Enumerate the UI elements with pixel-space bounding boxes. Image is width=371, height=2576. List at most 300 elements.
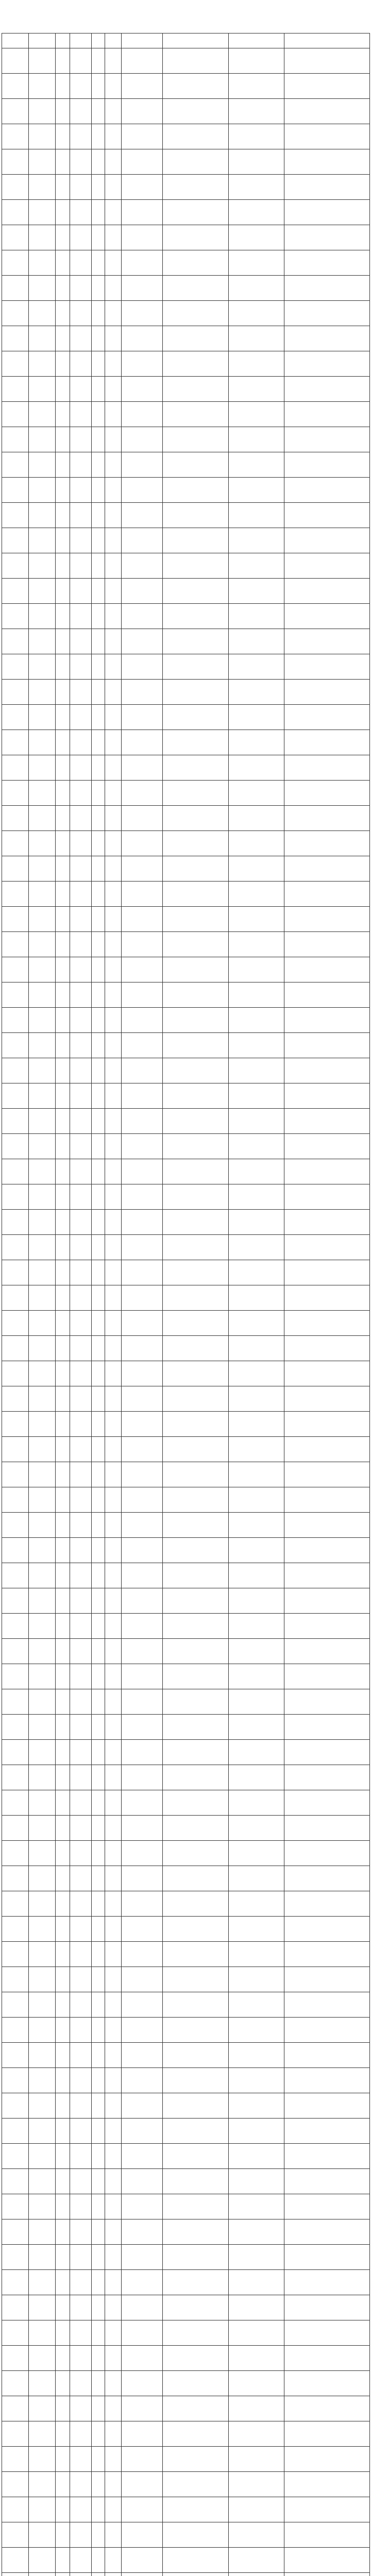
table-cell: [105, 1235, 122, 1260]
table-row: [2, 2194, 370, 2219]
table-cell: [29, 1538, 56, 1563]
table-cell: [105, 831, 122, 856]
table-cell: [29, 1083, 56, 1109]
table-cell: [105, 503, 122, 528]
table-cell: [56, 1336, 70, 1361]
table-cell: [56, 856, 70, 882]
table-cell: [229, 1033, 284, 1058]
table-cell: [70, 907, 92, 932]
table-cell: [105, 1942, 122, 1967]
table-cell: [105, 175, 122, 200]
table-cell: [2, 957, 29, 982]
table-cell: [105, 579, 122, 604]
table-cell: [122, 2144, 163, 2169]
table-cell: [163, 2346, 229, 2371]
table-cell: [284, 1841, 370, 1866]
table-cell: [56, 175, 70, 200]
table-cell: [2, 907, 29, 932]
table-cell: [92, 1816, 105, 1841]
table-cell: [2, 2573, 29, 2576]
table-cell: [56, 1033, 70, 1058]
table-cell: [70, 982, 92, 1008]
table-cell: [163, 276, 229, 301]
table-cell: [70, 2371, 92, 2396]
table-cell: [229, 2421, 284, 2447]
table-cell: [284, 1538, 370, 1563]
table-row: [2, 1765, 370, 1790]
table-cell: [163, 74, 229, 99]
table-cell: [56, 1765, 70, 1790]
table-cell: [29, 2144, 56, 2169]
table-cell: [2, 1740, 29, 1765]
table-cell: [56, 2093, 70, 2119]
table-cell: [70, 250, 92, 276]
table-cell: [229, 1513, 284, 1538]
table-cell: [229, 2472, 284, 2497]
table-cell: [122, 856, 163, 882]
table-cell: [284, 1765, 370, 1790]
table-cell: [229, 2396, 284, 2421]
table-cell: [29, 1210, 56, 1235]
table-cell: [284, 1235, 370, 1260]
table-cell: [70, 1917, 92, 1942]
table-cell: [105, 528, 122, 553]
table-cell: [229, 1386, 284, 1412]
table-cell: [284, 250, 370, 276]
table-cell: [92, 2497, 105, 2522]
table-cell: [56, 528, 70, 553]
table-cell: [105, 276, 122, 301]
table-cell: [2, 1790, 29, 1816]
table-cell: [92, 2219, 105, 2245]
table-cell: [163, 856, 229, 882]
table-cell: [2, 175, 29, 200]
table-cell: [70, 452, 92, 478]
table-cell: [229, 1841, 284, 1866]
table-cell: [2, 225, 29, 250]
table-cell: [229, 1134, 284, 1159]
table-cell: [163, 225, 229, 250]
table-cell: [56, 781, 70, 806]
table-row: [2, 1008, 370, 1033]
table-row: [2, 250, 370, 276]
table-cell: [2, 755, 29, 781]
table-cell: [92, 1386, 105, 1412]
table-cell: [122, 1008, 163, 1033]
table-cell: [105, 2144, 122, 2169]
table-cell: [70, 427, 92, 452]
table-cell: [163, 2018, 229, 2043]
table-cell: [29, 402, 56, 427]
table-cell: [29, 982, 56, 1008]
table-cell: [2, 1614, 29, 1639]
table-cell: [56, 1285, 70, 1311]
table-cell: [56, 1361, 70, 1386]
table-cell: [122, 48, 163, 74]
table-cell: [122, 1184, 163, 1210]
table-cell: [284, 705, 370, 730]
table-cell: [92, 730, 105, 755]
table-row: [2, 1866, 370, 1891]
table-cell: [2, 1715, 29, 1740]
table-cell: [29, 2447, 56, 2472]
table-cell: [92, 1967, 105, 1992]
table-cell: [2, 2320, 29, 2346]
table-cell: [56, 1841, 70, 1866]
table-cell: [92, 149, 105, 175]
table-cell: [70, 1942, 92, 1967]
table-cell: [105, 2320, 122, 2346]
table-cell: [2, 1184, 29, 1210]
table-cell: [122, 1765, 163, 1790]
table-cell: [229, 1058, 284, 1083]
table-cell: [56, 604, 70, 629]
table-cell: [163, 1816, 229, 1841]
table-cell: [163, 1058, 229, 1083]
table-cell: [29, 579, 56, 604]
table-cell: [70, 402, 92, 427]
table-cell: [105, 149, 122, 175]
table-cell: [229, 528, 284, 553]
table-cell: [229, 1008, 284, 1033]
table-cell: [70, 48, 92, 74]
table-cell: [163, 2522, 229, 2548]
table-cell: [29, 1917, 56, 1942]
table-row: [2, 503, 370, 528]
table-row: [2, 377, 370, 402]
table-cell: [229, 74, 284, 99]
table-cell: [70, 124, 92, 149]
table-cell: [163, 1765, 229, 1790]
table-cell: [229, 2119, 284, 2144]
table-cell: [70, 2219, 92, 2245]
table-cell: [92, 301, 105, 326]
table-cell: [29, 1462, 56, 1487]
table-cell: [284, 1184, 370, 1210]
table-cell: [284, 1134, 370, 1159]
table-cell: [229, 1462, 284, 1487]
table-cell: [29, 2573, 56, 2576]
table-row: [2, 2522, 370, 2548]
table-cell: [284, 1563, 370, 1588]
table-cell: [70, 1740, 92, 1765]
table-cell: [2, 402, 29, 427]
table-cell: [92, 1866, 105, 1891]
table-cell: [56, 1260, 70, 1285]
table-cell: [56, 1210, 70, 1235]
table-cell: [163, 250, 229, 276]
table-cell: [70, 175, 92, 200]
table-cell: [229, 351, 284, 377]
table-row: [2, 2043, 370, 2068]
table-cell: [2, 1841, 29, 1866]
table-cell: [284, 2522, 370, 2548]
table-cell: [56, 831, 70, 856]
table-cell: [29, 1109, 56, 1134]
table-cell: [229, 2043, 284, 2068]
table-cell: [70, 74, 92, 99]
table-cell: [122, 2371, 163, 2396]
table-cell: [284, 1361, 370, 1386]
table-cell: [29, 680, 56, 705]
table-cell: [284, 1689, 370, 1715]
table-cell: [70, 1866, 92, 1891]
table-cell: [163, 1412, 229, 1437]
table-cell: [105, 200, 122, 225]
table-cell: [284, 452, 370, 478]
table-cell: [229, 1967, 284, 1992]
table-cell: [229, 1412, 284, 1437]
table-cell: [122, 1285, 163, 1311]
table-cell: [92, 629, 105, 654]
table-row: [2, 1917, 370, 1942]
table-cell: [56, 74, 70, 99]
table-cell: [92, 2421, 105, 2447]
table-cell: [163, 2573, 229, 2576]
table-cell: [229, 629, 284, 654]
table-cell: [2, 882, 29, 907]
table-cell: [56, 1487, 70, 1513]
table-cell: [105, 1437, 122, 1462]
table-cell: [163, 2169, 229, 2194]
table-cell: [70, 2144, 92, 2169]
table-cell: [229, 1588, 284, 1614]
table-cell: [229, 2018, 284, 2043]
table-cell: [70, 2421, 92, 2447]
table-cell: [70, 2068, 92, 2093]
table-cell: [229, 1614, 284, 1639]
table-cell: [122, 2245, 163, 2270]
table-cell: [2, 856, 29, 882]
table-cell: [56, 882, 70, 907]
table-cell: [122, 301, 163, 326]
table-cell: [284, 1740, 370, 1765]
table-cell: [229, 2295, 284, 2320]
table-cell: [2, 1765, 29, 1790]
table-cell: [2, 1386, 29, 1412]
table-cell: [105, 1664, 122, 1689]
table-cell: [122, 1109, 163, 1134]
table-cell: [70, 1361, 92, 1386]
table-cell: [163, 654, 229, 680]
table-cell: [163, 1513, 229, 1538]
table-cell: [70, 1109, 92, 1134]
table-cell: [284, 2043, 370, 2068]
table-cell: [284, 654, 370, 680]
table-cell: [229, 932, 284, 957]
table-cell: [284, 1967, 370, 1992]
table-cell: [2, 1083, 29, 1109]
table-row: [2, 1816, 370, 1841]
table-cell: [284, 1891, 370, 1917]
table-cell: [92, 2396, 105, 2421]
table-cell: [56, 276, 70, 301]
table-row: [2, 528, 370, 553]
table-cell: [70, 2396, 92, 2421]
table-cell: [29, 1033, 56, 1058]
table-cell: [56, 1159, 70, 1184]
table-cell: [163, 1210, 229, 1235]
table-cell: [92, 427, 105, 452]
table-cell: [105, 225, 122, 250]
table-cell: [29, 1008, 56, 1033]
table-cell: [229, 48, 284, 74]
table-cell: [229, 2573, 284, 2576]
table-cell: [163, 99, 229, 124]
table-cell: [2, 1210, 29, 1235]
table-cell: [122, 1917, 163, 1942]
table-cell: [92, 377, 105, 402]
table-cell: [105, 680, 122, 705]
table-cell: [229, 427, 284, 452]
table-cell: [163, 1008, 229, 1033]
table-row: [2, 1614, 370, 1639]
table-cell: [2, 1967, 29, 1992]
table-cell: [284, 882, 370, 907]
table-row: [2, 1538, 370, 1563]
table-cell: [70, 528, 92, 553]
table-cell: [92, 1412, 105, 1437]
table-cell: [122, 402, 163, 427]
table-cell: [229, 982, 284, 1008]
table-cell: [29, 831, 56, 856]
table-cell: [229, 1639, 284, 1664]
table-cell: [56, 1816, 70, 1841]
table-cell: [70, 1487, 92, 1513]
table-cell: [70, 1462, 92, 1487]
table-cell: [284, 1033, 370, 1058]
table-cell: [29, 225, 56, 250]
table-cell: [2, 705, 29, 730]
table-cell: [105, 2219, 122, 2245]
table-cell: [229, 856, 284, 882]
table-cell: [105, 755, 122, 781]
table-cell: [284, 503, 370, 528]
table-cell: [105, 1790, 122, 1816]
table-cell: [105, 2043, 122, 2068]
table-cell: [163, 2119, 229, 2144]
table-cell: [122, 1361, 163, 1386]
table-cell: [70, 957, 92, 982]
table-cell: [122, 2119, 163, 2144]
table-cell: [163, 781, 229, 806]
table-cell: [122, 1614, 163, 1639]
table-cell: [70, 1588, 92, 1614]
table-cell: [29, 1285, 56, 1311]
table-cell: [56, 1866, 70, 1891]
table-cell: [122, 200, 163, 225]
table-cell: [105, 1538, 122, 1563]
table-cell: [56, 932, 70, 957]
table-cell: [122, 1740, 163, 1765]
table-cell: [229, 326, 284, 351]
table-cell: [105, 1159, 122, 1184]
table-cell: [229, 1765, 284, 1790]
table-cell: [229, 806, 284, 831]
table-cell: [229, 907, 284, 932]
table-cell: [56, 2043, 70, 2068]
table-cell: [284, 932, 370, 957]
table-cell: [122, 175, 163, 200]
table-cell: [163, 1184, 229, 1210]
table-cell: [92, 1891, 105, 1917]
table-cell: [229, 2447, 284, 2472]
table-cell: [284, 907, 370, 932]
table-cell: [229, 957, 284, 982]
table-cell: [122, 1159, 163, 1184]
table-cell: [122, 1487, 163, 1513]
table-cell: [56, 680, 70, 705]
table-cell: [163, 2371, 229, 2396]
table-cell: [2, 2447, 29, 2472]
table-row: [2, 478, 370, 503]
table-cell: [105, 1689, 122, 1715]
table-cell: [70, 882, 92, 907]
table-cell: [284, 2320, 370, 2346]
table-cell: [122, 1790, 163, 1816]
table-cell: [70, 1008, 92, 1033]
table-cell: [92, 982, 105, 1008]
table-cell: [229, 2169, 284, 2194]
table-row: [2, 1563, 370, 1588]
table-cell: [122, 755, 163, 781]
table-row: [2, 2396, 370, 2421]
table-row: [2, 2068, 370, 2093]
table-cell: [92, 2573, 105, 2576]
table-cell: [92, 124, 105, 149]
table-cell: [122, 276, 163, 301]
table-cell: [105, 654, 122, 680]
table-cell: [105, 1285, 122, 1311]
table-cell: [2, 730, 29, 755]
table-cell: [2, 2219, 29, 2245]
table-cell: [229, 1210, 284, 1235]
table-cell: [105, 1210, 122, 1235]
table-cell: [92, 2018, 105, 2043]
table-cell: [70, 1816, 92, 1841]
table-cell: [29, 2093, 56, 2119]
table-cell: [70, 478, 92, 503]
table-cell: [29, 452, 56, 478]
table-cell: [56, 1588, 70, 1614]
table-cell: [92, 2522, 105, 2548]
table-cell: [163, 1285, 229, 1311]
table-cell: [92, 2371, 105, 2396]
table-cell: [284, 1109, 370, 1134]
table-cell: [70, 1285, 92, 1311]
table-cell: [105, 553, 122, 579]
table-cell: [29, 1588, 56, 1614]
table-cell: [229, 1740, 284, 1765]
table-row: [2, 1664, 370, 1689]
table-cell: [29, 553, 56, 579]
table-cell: [70, 629, 92, 654]
table-cell: [92, 1336, 105, 1361]
table-cell: [105, 2018, 122, 2043]
table-cell: [29, 2068, 56, 2093]
table-cell: [92, 856, 105, 882]
table-cell: [92, 806, 105, 831]
table-cell: [122, 730, 163, 755]
table-cell: [122, 654, 163, 680]
table-cell: [56, 99, 70, 124]
table-row: [2, 351, 370, 377]
table-cell: [29, 2522, 56, 2548]
table-cell: [163, 629, 229, 654]
table-cell: [229, 1664, 284, 1689]
table-cell: [284, 301, 370, 326]
table-cell: [29, 1513, 56, 1538]
